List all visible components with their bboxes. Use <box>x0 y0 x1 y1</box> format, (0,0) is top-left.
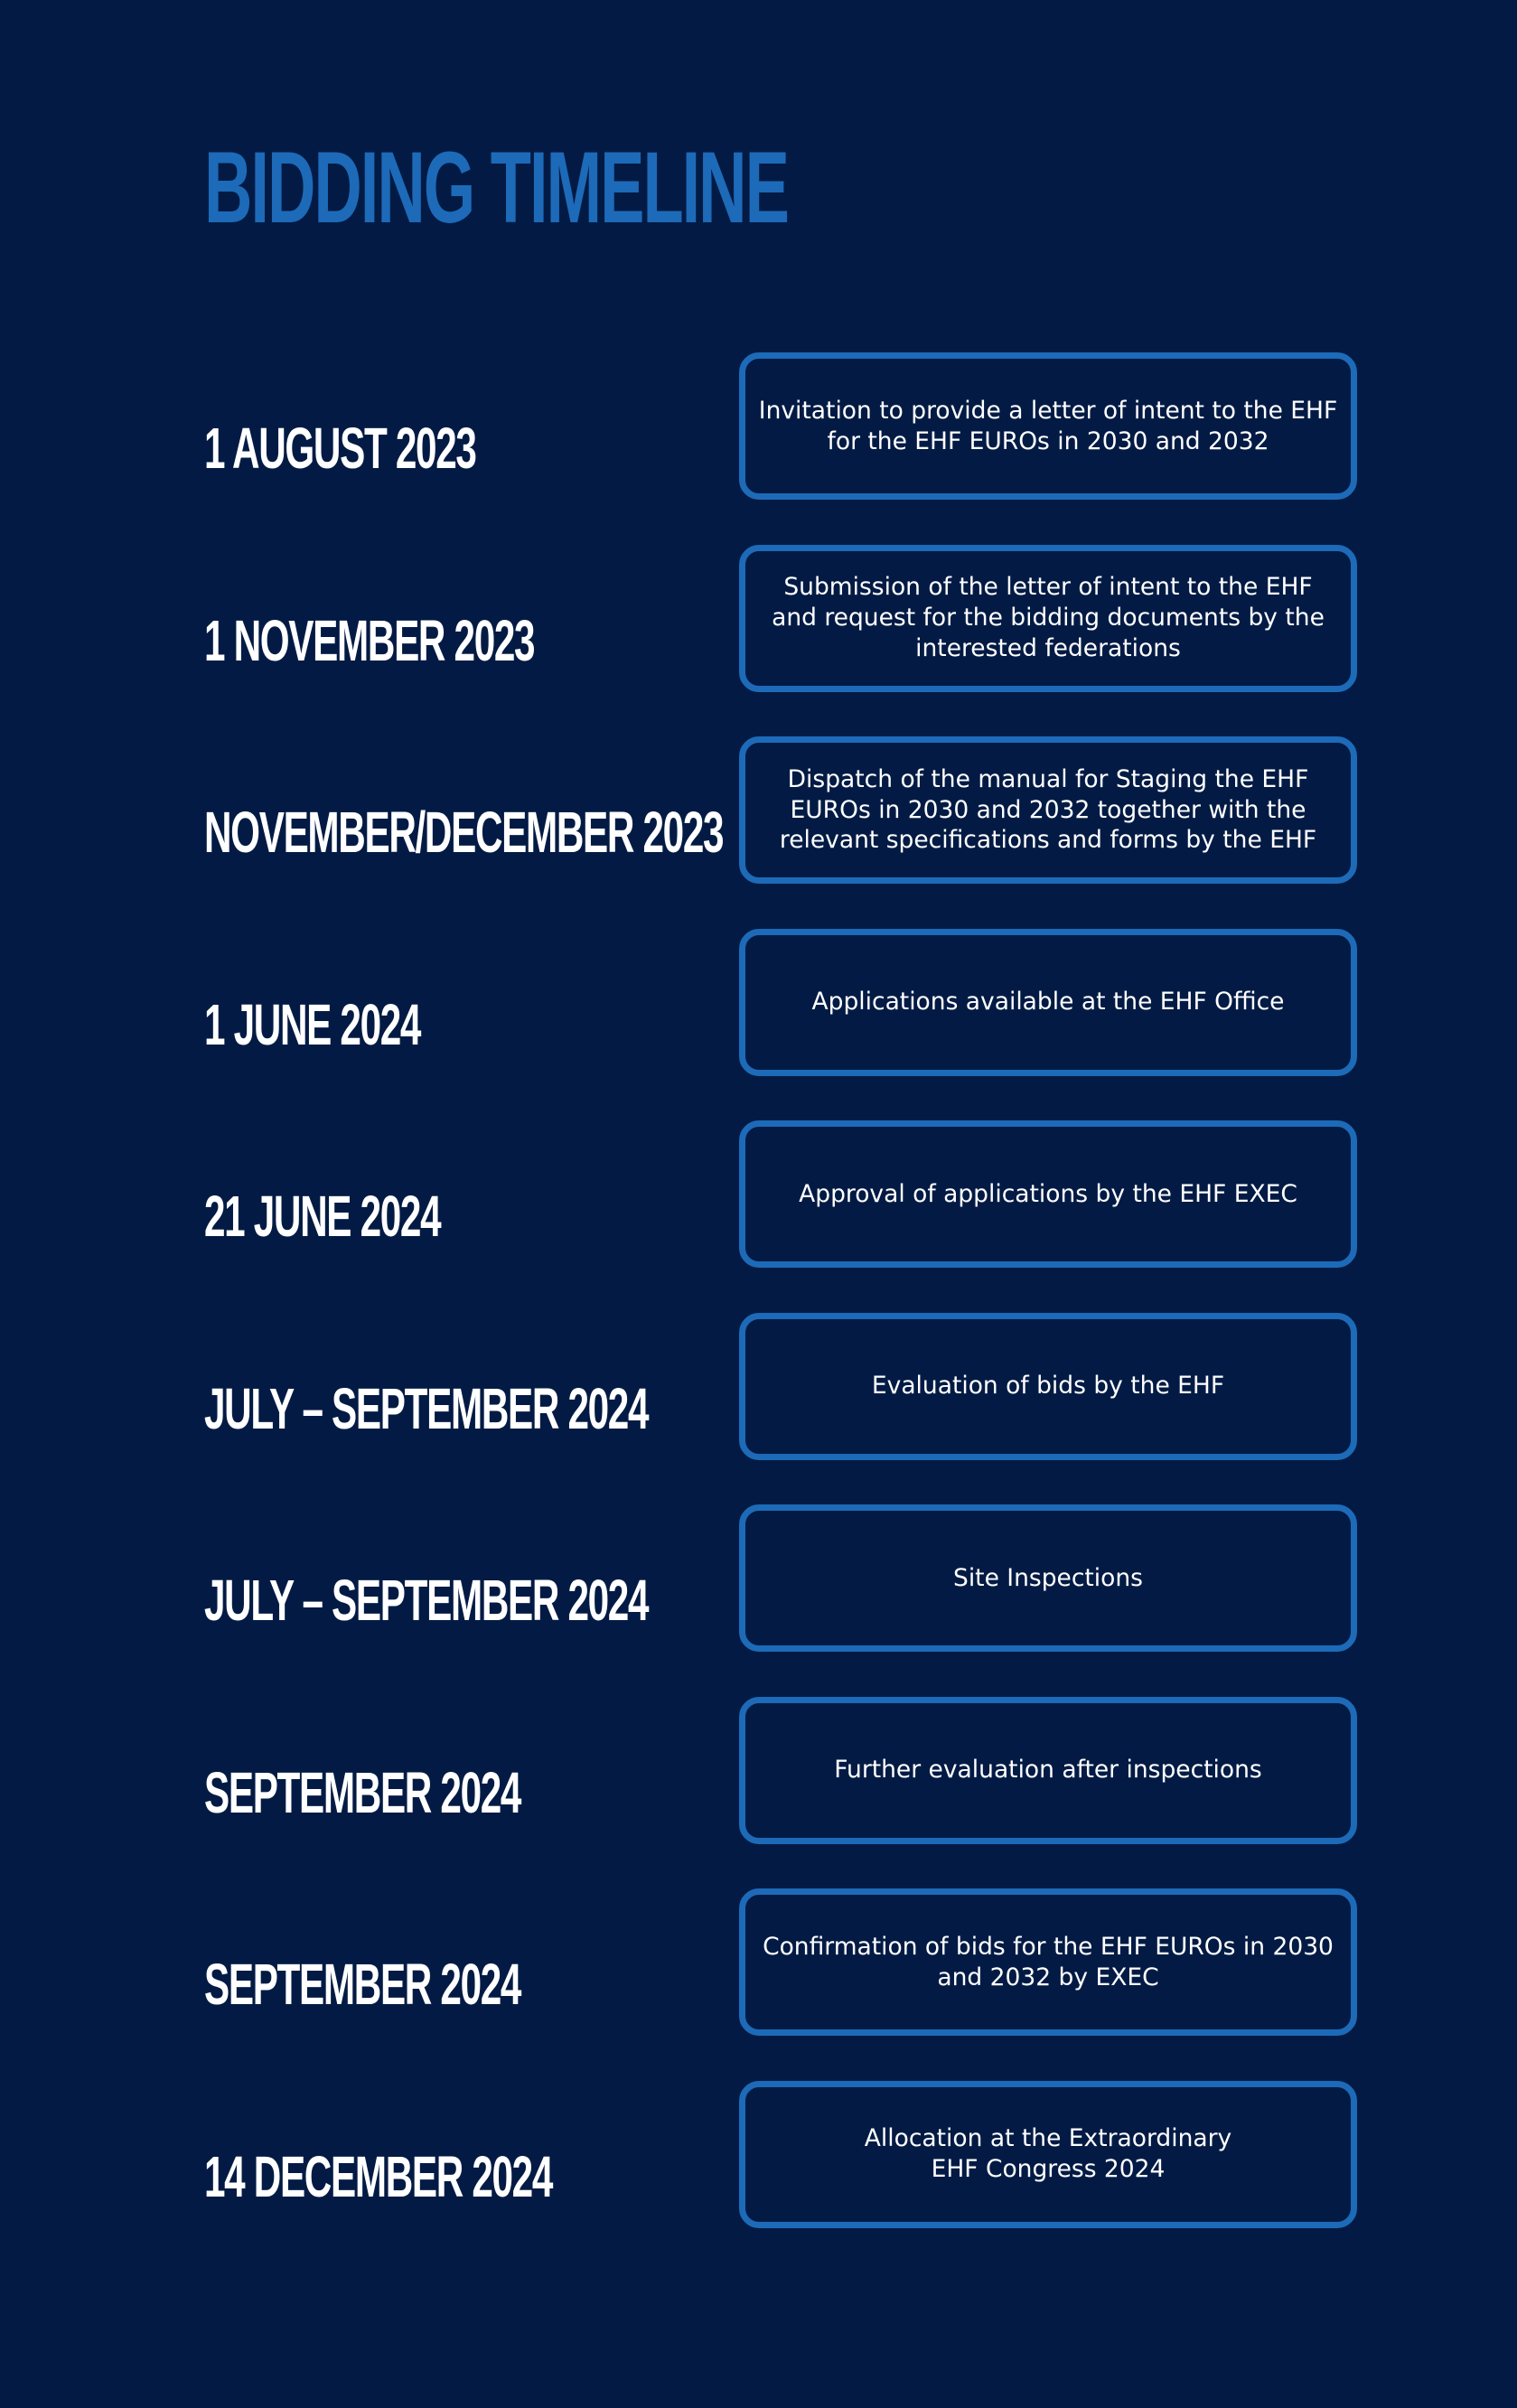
event-description: Invitation to provide a letter of intent to the EHF for the EHF EUROs in 2030 and 2032 <box>758 396 1338 455</box>
event-box <box>739 1313 1357 1460</box>
event-box <box>739 1504 1357 1652</box>
event-box <box>739 2081 1357 2228</box>
timeline-date: 14 DECEMBER 2024 <box>204 2143 553 2209</box>
event-description: Evaluation of bids by the EHF <box>871 1372 1225 1401</box>
timeline-row <box>0 545 1517 737</box>
event-box <box>739 545 1357 692</box>
event-description: Further evaluation after inspections <box>834 1756 1262 1785</box>
timeline <box>0 352 1517 2272</box>
timeline-date: 1 JUNE 2024 <box>204 991 421 1057</box>
page-title: BIDDING TIMELINE <box>204 131 788 244</box>
event-description: Applications available at the EHF Office <box>811 988 1285 1017</box>
event-box <box>739 1697 1357 1844</box>
timeline-row <box>0 1697 1517 1889</box>
timeline-row <box>0 1313 1517 1505</box>
timeline-date: JULY – SEPTEMBER 2024 <box>204 1568 649 1634</box>
timeline-date: SEPTEMBER 2024 <box>204 1759 521 1825</box>
timeline-date: 1 AUGUST 2023 <box>204 416 476 482</box>
timeline-row <box>0 1504 1517 1697</box>
timeline-row <box>0 1888 1517 2081</box>
timeline-row <box>0 736 1517 929</box>
event-description: Dispatch of the manual for Staging the EHF EUROs in 2030 and 2032 together with the relevant specifications and forms by the EHF <box>779 764 1317 855</box>
event-description: Site Inspections <box>953 1563 1143 1592</box>
timeline-date: NOVEMBER/DECEMBER 2023 <box>204 800 724 866</box>
event-box <box>739 352 1357 500</box>
timeline-row <box>0 1120 1517 1313</box>
event-description: Allocation at the Extraordinary EHF Congress 2024 <box>864 2124 1232 2183</box>
event-description: Confirmation of bids for the EHF EUROs in 2030 and 2032 by EXEC <box>763 1932 1334 1991</box>
event-description: Submission of the letter of intent to the EHF and request for the bidding documents by the interested federations <box>772 573 1325 662</box>
event-box <box>739 929 1357 1076</box>
event-description: Approval of applications by the EHF EXEC <box>799 1179 1297 1208</box>
timeline-row <box>0 352 1517 545</box>
timeline-date: 1 NOVEMBER 2023 <box>204 607 535 673</box>
event-box <box>739 736 1357 884</box>
timeline-row <box>0 929 1517 1121</box>
timeline-date: JULY – SEPTEMBER 2024 <box>204 1375 649 1441</box>
event-box <box>739 1120 1357 1268</box>
timeline-date: 21 JUNE 2024 <box>204 1184 441 1250</box>
timeline-row <box>0 2081 1517 2273</box>
event-box <box>739 1888 1357 2036</box>
timeline-date: SEPTEMBER 2024 <box>204 1952 521 2018</box>
